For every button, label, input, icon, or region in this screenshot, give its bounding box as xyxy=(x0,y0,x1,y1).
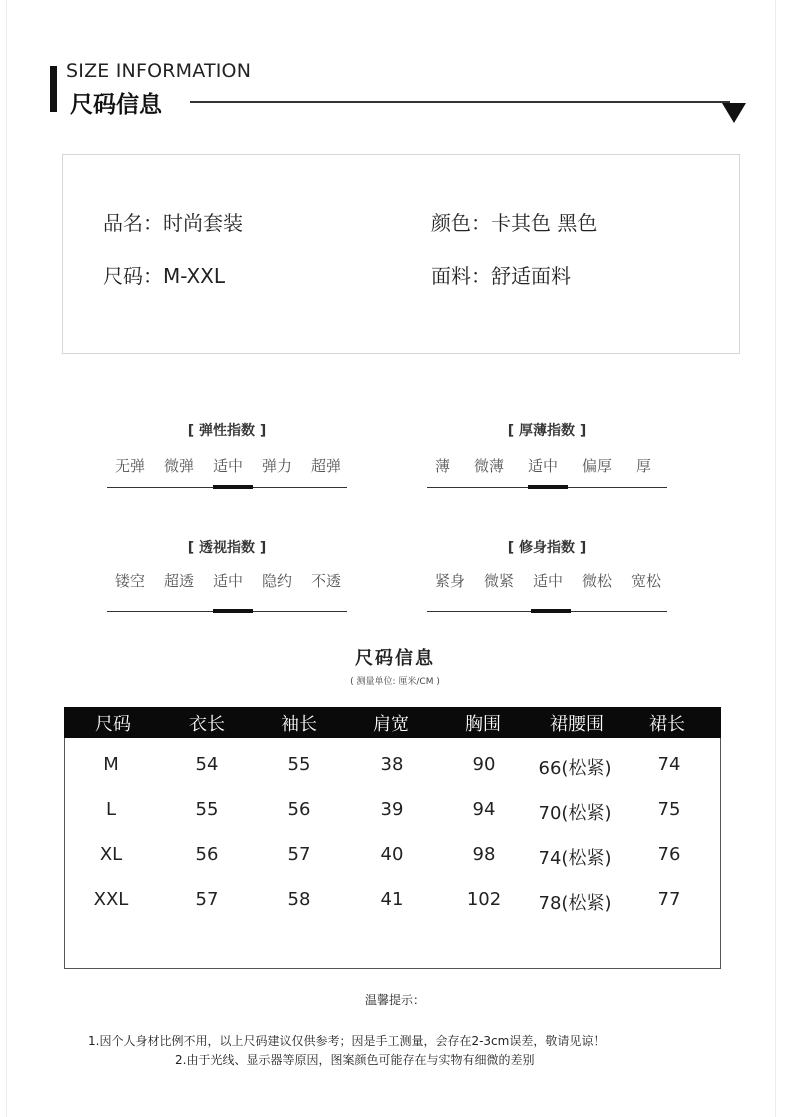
table-header-cell: 裙腰围 xyxy=(550,714,604,735)
header-accent-bar xyxy=(50,66,57,112)
table-cell: 77 xyxy=(657,889,681,910)
transparency-index-title: [ 透视指数 ] xyxy=(187,540,267,556)
table-cell-size: XL xyxy=(99,844,123,865)
table-cell: 102 xyxy=(466,889,502,910)
product-color: 颜色：卡其色 黑色 xyxy=(431,211,598,235)
table-header-cell: 裙长 xyxy=(649,714,685,735)
product-fabric: 面料：舒适面料 xyxy=(431,264,571,288)
table-cell: 74(松紧) xyxy=(538,848,612,869)
elasticity-selected-marker xyxy=(213,485,253,489)
size-table-unit-note: ( 测量单位: 厘米/CM ) xyxy=(350,677,440,687)
table-cell: 55 xyxy=(287,754,311,775)
table-cell: 56 xyxy=(287,799,311,820)
table-cell: 55 xyxy=(195,799,219,820)
table-cell: 70(松紧) xyxy=(538,803,612,824)
table-cell: 66(松紧) xyxy=(538,758,612,779)
elasticity-option: 无弹 xyxy=(115,457,146,475)
elasticity-option: 超弹 xyxy=(310,457,341,475)
fit-index-title: [ 修身指数 ] xyxy=(507,540,587,556)
product-size-range: 尺码：M-XXL xyxy=(103,264,226,288)
page-border-left xyxy=(6,0,7,1117)
table-cell: 40 xyxy=(380,844,404,865)
thickness-option: 薄 xyxy=(435,457,451,475)
transparency-option-selected: 适中 xyxy=(212,572,243,590)
thickness-option: 偏厚 xyxy=(581,457,612,475)
product-info-box xyxy=(62,154,740,354)
transparency-option: 不透 xyxy=(310,572,341,590)
fit-index-options xyxy=(435,570,661,591)
table-cell: 41 xyxy=(380,889,404,910)
table-cell: 76 xyxy=(657,844,681,865)
table-cell: 98 xyxy=(472,844,496,865)
fit-option: 微松 xyxy=(581,572,612,590)
size-table-title: 尺码信息 xyxy=(355,648,435,669)
fit-option: 微紧 xyxy=(483,572,514,590)
table-cell: 74 xyxy=(657,754,681,775)
product-name: 品名：时尚套装 xyxy=(103,211,243,235)
elasticity-index-options xyxy=(115,455,341,476)
table-cell: 38 xyxy=(380,754,404,775)
thickness-index-title: [ 厚薄指数 ] xyxy=(507,423,587,439)
table-cell: 54 xyxy=(195,754,219,775)
table-header-cell: 尺码 xyxy=(95,714,131,735)
thickness-index-options xyxy=(435,455,651,476)
table-cell-size: L xyxy=(105,799,117,820)
elasticity-index-title: [ 弹性指数 ] xyxy=(187,423,267,439)
table-cell-size: XXL xyxy=(93,889,129,910)
thickness-option: 厚 xyxy=(635,457,651,475)
table-cell: 58 xyxy=(287,889,311,910)
table-cell: 56 xyxy=(195,844,219,865)
triangle-down-icon xyxy=(722,103,746,123)
tip-line-2: 2.由于光线、显示器等原因，图案颜色可能存在与实物有细微的差别 xyxy=(175,1053,535,1067)
table-cell: 75 xyxy=(657,799,681,820)
table-cell: 90 xyxy=(472,754,496,775)
transparency-option: 镂空 xyxy=(115,572,146,590)
thickness-selected-marker xyxy=(528,485,568,489)
table-header-cell: 衣长 xyxy=(189,714,225,735)
transparency-selected-marker xyxy=(213,609,253,613)
table-cell-size: M xyxy=(103,754,119,775)
tip-line-1: 1.因个人身材比例不用，以上尺码建议仅供参考；因是手工测量，会存在2-3cm误差，敬请见谅！ xyxy=(88,1034,606,1048)
table-cell: 57 xyxy=(287,844,311,865)
transparency-index-options xyxy=(115,570,341,591)
elasticity-option: 弹力 xyxy=(261,457,292,475)
fit-selected-marker xyxy=(531,609,571,613)
elasticity-option-selected: 适中 xyxy=(212,457,243,475)
elasticity-option: 微弹 xyxy=(163,457,194,475)
table-header-cell: 袖长 xyxy=(281,714,317,735)
fit-option-selected: 适中 xyxy=(532,572,563,590)
table-cell: 39 xyxy=(380,799,404,820)
header-divider xyxy=(190,101,730,103)
transparency-option: 隐约 xyxy=(261,572,292,590)
fit-option: 紧身 xyxy=(435,572,466,590)
table-cell: 78(松紧) xyxy=(538,893,612,914)
table-cell: 94 xyxy=(472,799,496,820)
transparency-option: 超透 xyxy=(163,572,194,590)
table-header-cell: 肩宽 xyxy=(373,714,409,735)
table-header-cell: 胸围 xyxy=(465,714,501,735)
tips-title: 温馨提示： xyxy=(364,993,425,1007)
fit-option: 宽松 xyxy=(630,572,661,590)
table-cell: 57 xyxy=(195,889,219,910)
header-english-title: SIZE INFORMATION xyxy=(66,60,252,82)
page-border-right xyxy=(775,0,776,1117)
thickness-option: 微薄 xyxy=(473,457,504,475)
size-table xyxy=(64,707,721,969)
header-chinese-title: 尺码信息 xyxy=(70,92,162,118)
thickness-option-selected: 适中 xyxy=(527,457,558,475)
